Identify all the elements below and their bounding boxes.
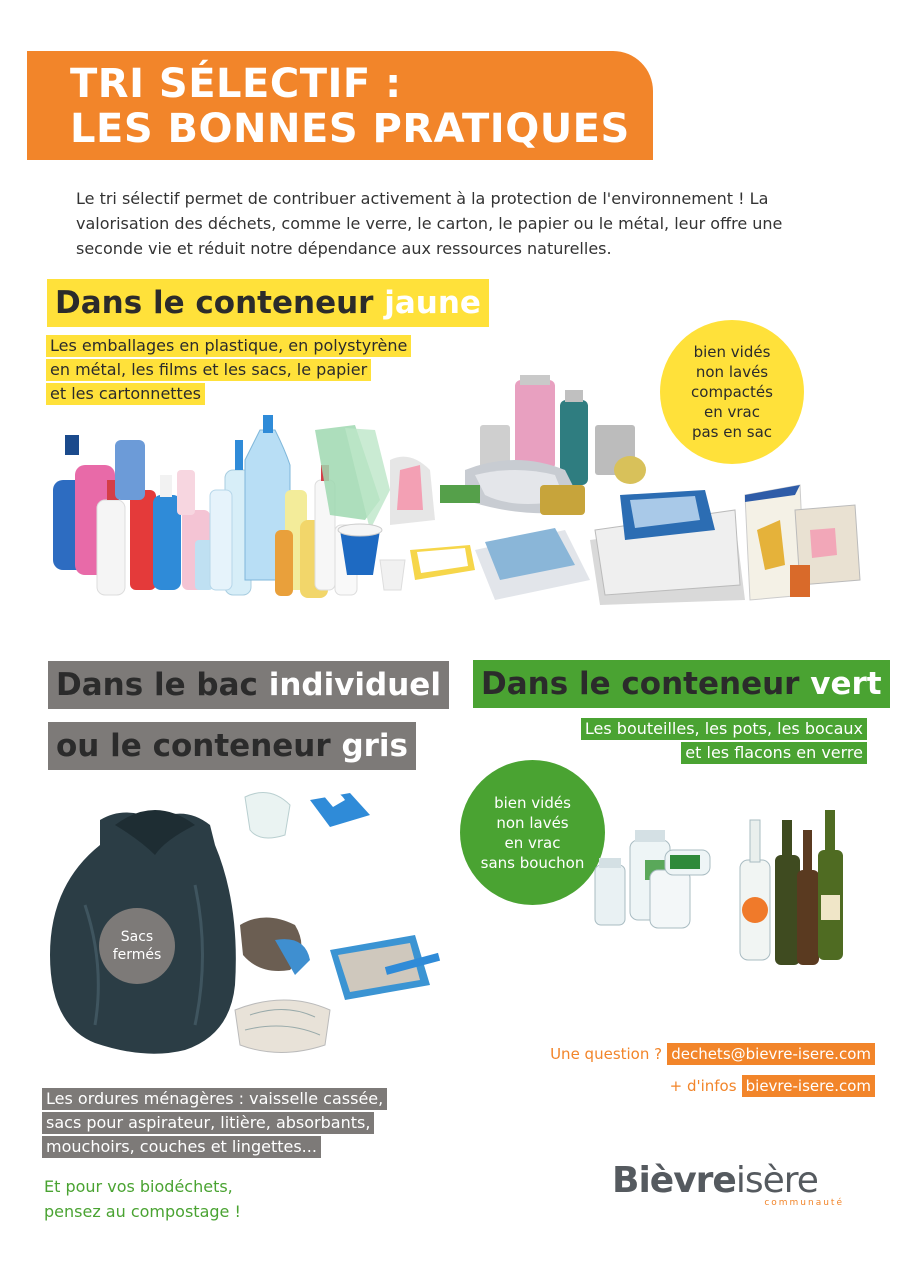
- logo-subtitle: communauté: [764, 1198, 844, 1208]
- gray-line: mouchoirs, couches et lingettes...: [42, 1136, 321, 1158]
- vacuum-bag-and-litter-image: [240, 918, 440, 1001]
- bubble-line: pas en sac: [691, 423, 773, 441]
- heading-accent: individuel: [268, 667, 441, 703]
- heading-prefix: ou le conteneur: [56, 728, 342, 764]
- bubble-line: Sacs: [120, 929, 154, 945]
- broken-dishes-image: [235, 1000, 330, 1053]
- bubble-line: fermés: [112, 947, 162, 963]
- compost-line: pensez au compostage !: [44, 1202, 241, 1221]
- bubble-line: en vrac: [504, 833, 561, 852]
- green-line: et les flacons en verre: [681, 742, 867, 764]
- heading-accent: vert: [810, 666, 882, 702]
- heading-accent: jaune: [384, 285, 481, 321]
- contact-block: [550, 1042, 875, 1098]
- bievre-isere-logo: [612, 1160, 852, 1210]
- green-description: [581, 718, 867, 764]
- page-title-line-2: LES BONNES PRATIQUES: [70, 106, 630, 152]
- bubble-line: bien vidés: [494, 793, 571, 812]
- metal-cans-image: [440, 375, 646, 515]
- bubble-line: en vrac: [704, 403, 760, 421]
- plastic-bottles-image: [53, 415, 357, 598]
- closed-bags-bubble: [99, 908, 175, 984]
- green-line: Les bouteilles, les pots, les bocaux: [581, 718, 867, 740]
- glass-bottles-image: [740, 810, 843, 965]
- info-label: + d'infos: [669, 1077, 737, 1095]
- yellow-container-heading: [47, 279, 489, 327]
- yellow-line: en métal, les films et les sacs, le papier: [46, 359, 371, 381]
- bubble-line: sans bouchon: [480, 853, 585, 872]
- intro-paragraph: Le tri sélectif permet de contribuer activement à la protection de l'environnement ! La valorisation des déchets, comme le verre, le carton, le papier ou le métal, leur offre une seconde vie et réduit notre dépendance aux ressources naturelles.: [76, 189, 783, 258]
- recyclable-packaging-illustration: [45, 370, 875, 610]
- gray-bin-heading-line1: [48, 661, 449, 709]
- yogurt-pots-image: [338, 524, 475, 590]
- cartons-image: [745, 485, 860, 600]
- glass-jars-image: [595, 830, 710, 928]
- bubble-line: non lavés: [695, 363, 769, 381]
- page-title-line-1: TRI SÉLECTIF :: [70, 61, 402, 107]
- compost-note: [44, 1174, 241, 1224]
- question-label: Une question ?: [550, 1045, 663, 1063]
- green-container-heading: [473, 660, 890, 708]
- gray-bin-heading-line2: [48, 722, 416, 770]
- bubble-line: bien vidés: [693, 343, 771, 361]
- bubble-line: non lavés: [496, 813, 569, 832]
- diaper-and-wipes-image: [245, 792, 370, 838]
- heading-accent: gris: [341, 728, 408, 764]
- heading-prefix: Dans le bac: [56, 667, 269, 703]
- website-link[interactable]: bievre-isere.com: [742, 1075, 875, 1097]
- compost-line: Et pour vos biodéchets,: [44, 1177, 233, 1196]
- bubble-line: compactés: [691, 383, 773, 401]
- gray-description: [42, 1088, 387, 1158]
- gray-line: sacs pour aspirateur, litière, absorbants,: [42, 1112, 374, 1134]
- glass-containers-illustration: [585, 800, 860, 975]
- yellow-line: et les cartonnettes: [46, 383, 205, 405]
- gray-line: Les ordures ménagères : vaisselle cassée,: [42, 1088, 387, 1110]
- plastic-bags-image: [315, 425, 435, 530]
- green-instructions-bubble: [460, 760, 605, 905]
- heading-prefix: Dans le conteneur: [55, 285, 385, 321]
- logo-accent-text: isère: [735, 1160, 818, 1201]
- logo-main-text: Bièvre: [612, 1160, 736, 1201]
- title-banner: [27, 51, 653, 160]
- heading-prefix: Dans le conteneur: [481, 666, 811, 702]
- contact-email-link[interactable]: dechets@bievre-isere.com: [667, 1043, 875, 1065]
- yellow-line: Les emballages en plastique, en polystyrène: [46, 335, 411, 357]
